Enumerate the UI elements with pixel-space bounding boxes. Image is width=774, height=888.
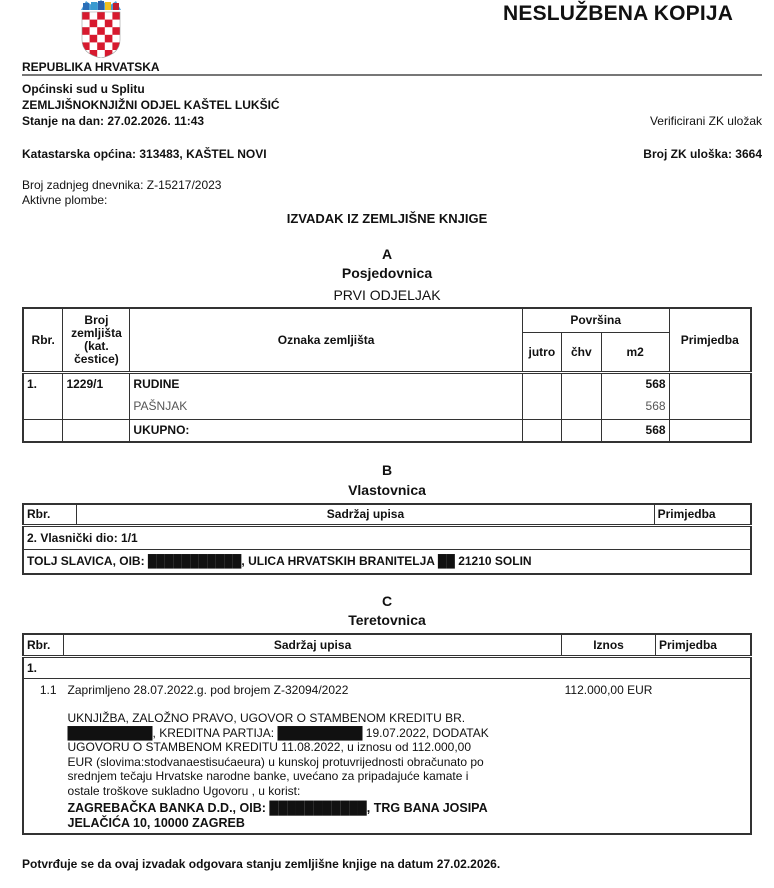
section-c-title: Teretovnica [348,612,426,628]
table-row-total: UKUPNO: 568 [23,419,751,442]
zk-number: Broj ZK uloška: 3664 [643,147,762,161]
col-iznos: Iznos [562,634,656,656]
teretovnica-table [22,633,752,835]
posjedovnica-table [22,307,752,443]
section-a-title: Posjedovnica [341,265,433,281]
col-broj-zemljista: Broj zemljišta (kat. čestice) [63,308,130,372]
unofficial-copy-watermark: NESLUŽBENA KOPIJA [503,2,734,25]
col-povrsina: Površina [522,308,669,332]
header-divider [22,74,762,76]
col-primjedba: Primjedba [655,634,751,656]
col-rbr: Rbr. [23,504,77,525]
verified-label: Verificirani ZK uložak [649,114,762,128]
court-name: Općinski sud u Splitu [22,82,145,96]
table-row: 1. 1229/1 RUDINE 568 [23,372,751,394]
col-chv: čhv [561,332,601,372]
col-oznaka-zemljista: Oznaka zemljišta [130,308,522,372]
vlastovnica-table [22,503,752,575]
col-m2: m2 [601,332,669,372]
sub-entry-content: Zaprimljeno 28.07.2022.g. pod brojem Z-32094/2022 UKNJIŽBA, ZALOŽNO PRAVO, UGOVOR O STAMBENOM KREDITU BR. ██████████, KREDITNA PARTIJA: ██████████ 19.07.2022, DODATAK UGOVORU O STAMBENOM KREDITU 11.08.2022, u iznosu od 112.000,00 EUR (slovima:stodvanaestisućaeura) u kunskoj protuvrijednosti obračunato po srednjem tečaju Hrvatske narodne banke, uvećano za pripadajuće kamate i ostale troškove sukladno Ugovoru , u korist: ZAGREBAČKA BANKA D.D., OIB: ███████████, TRG BANA JOSIPA JELAČIĆA 10, 10000 ZAGREB [64,678,562,834]
sub-entry-rbr: 1.1 [23,678,64,834]
col-jutro: jutro [522,332,561,372]
sub-entry-row [23,678,751,834]
col-primjedba: Primjedba [669,308,751,372]
cadastral-municipality: Katastarska općina: 313483, KAŠTEL NOVI [22,147,267,161]
department-name: ZEMLJIŠNOKNJIŽNI ODJEL KAŠTEL LUKŠIĆ [22,98,280,112]
received-line: Zaprimljeno 28.07.2022.g. pod brojem Z-32094/2022 [67,682,349,697]
owner-row: TOLJ SLAVICA, OIB: ███████████, ULICA HRVATSKIH BRANITELJA ██ 21210 SOLIN [23,549,751,574]
entry-row: 1. [23,656,751,678]
table-row: PAŠNJAK 568 [23,394,751,419]
section-a-subtitle: PRVI ODJELJAK [333,287,441,303]
col-sadrzaj-upisa: Sadržaj upisa [64,634,562,656]
last-diary-number: Broj zadnjeg dnevnika: Z-15217/2023 [22,178,222,192]
certification-footer: Potvrđuje se da ovaj izvadak odgovara stanju zemljišne knjige na datum 27.02.2026. [22,857,501,871]
state-date: Stanje na dan: 27.02.2026. 11:43 [22,114,205,128]
section-b-letter: B [381,462,393,478]
section-c-letter: C [381,593,393,609]
document-title: IZVADAK IZ ZEMLJIŠNE KNJIGE [286,211,488,226]
section-a-letter: A [381,246,393,262]
country-name: REPUBLIKA HRVATSKA [22,60,160,74]
col-sadrzaj-upisa: Sadržaj upisa [77,504,654,525]
croatian-coat-of-arms-icon [78,0,124,58]
amount: 112.000,00 EUR [562,678,656,834]
active-seals: Aktivne plombe: [22,193,108,207]
col-primjedba: Primjedba [654,504,751,525]
col-rbr: Rbr. [23,308,63,372]
ownership-share-row: 2. Vlasnički dio: 1/1 [23,525,751,549]
beneficiary: ZAGREBAČKA BANKA D.D., OIB: ███████████, TRG BANA JOSIPA JELAČIĆA 10, 10000 ZAGREB [67,801,488,830]
section-b-title: Vlastovnica [348,482,426,498]
col-rbr: Rbr. [23,634,64,656]
